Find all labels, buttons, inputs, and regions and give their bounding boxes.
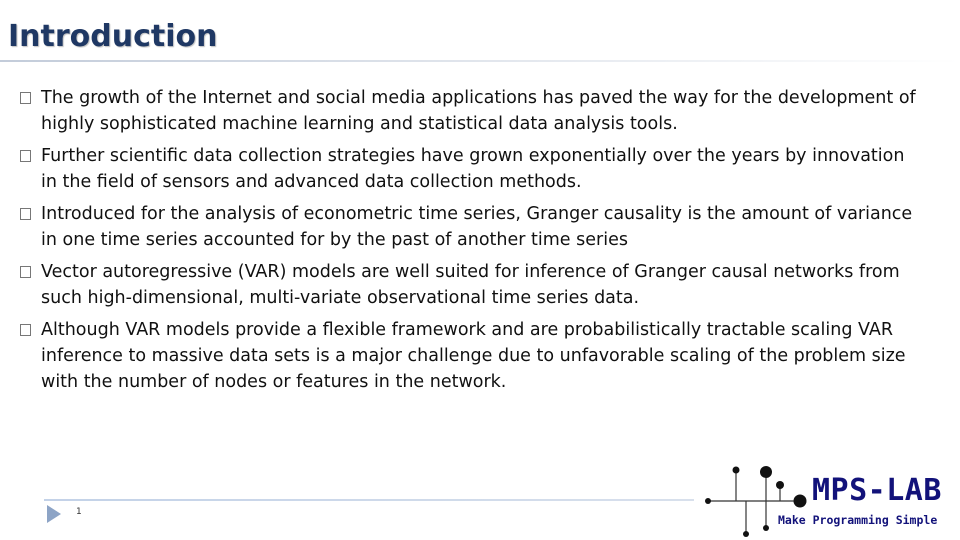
bullet-text: Vector autoregressive (VAR) models are well suited for inference of Granger causal networks from such high-dimensional, multi-variate observational time series data. (41, 262, 900, 308)
checkbox-bullet-icon (20, 92, 31, 104)
checkbox-bullet-icon (20, 208, 31, 220)
bullet-item (20, 317, 920, 395)
page-number: 1 (76, 507, 82, 517)
bullet-item (20, 201, 920, 253)
node-network-icon (700, 460, 810, 540)
mps-lab-logo (700, 460, 960, 540)
title-divider (0, 60, 960, 62)
bullet-text: Introduced for the analysis of econometric time series, Granger causality is the amount of variance in one time series accounted for by the past of another time series (41, 204, 913, 250)
play-arrow-icon (47, 505, 61, 523)
footer-divider (44, 499, 694, 501)
bullet-text: Although VAR models provide a flexible framework and are probabilistically tractable scaling VAR inference to massive data sets is a major challenge due to unfavorable scaling of the problem size with the number of nodes or features in the network. (41, 320, 906, 392)
checkbox-bullet-icon (20, 266, 31, 278)
bullet-text: The growth of the Internet and social media applications has paved the way for the development of highly sophisticated machine learning and statistical data analysis tools. (41, 88, 916, 134)
checkbox-bullet-icon (20, 150, 31, 162)
bullet-text: Further scientific data collection strategies have grown exponentially over the years by innovation in the field of sensors and advanced data collection methods. (41, 146, 905, 192)
checkbox-bullet-icon (20, 324, 31, 336)
slide-title: Introduction (8, 19, 218, 54)
logo-tagline: Make Programming Simple (778, 513, 938, 527)
logo-name: MPS-LAB (812, 473, 942, 508)
bullet-item (20, 85, 920, 137)
bullet-item (20, 259, 920, 311)
bullet-item (20, 143, 920, 195)
bullet-list (20, 85, 920, 401)
